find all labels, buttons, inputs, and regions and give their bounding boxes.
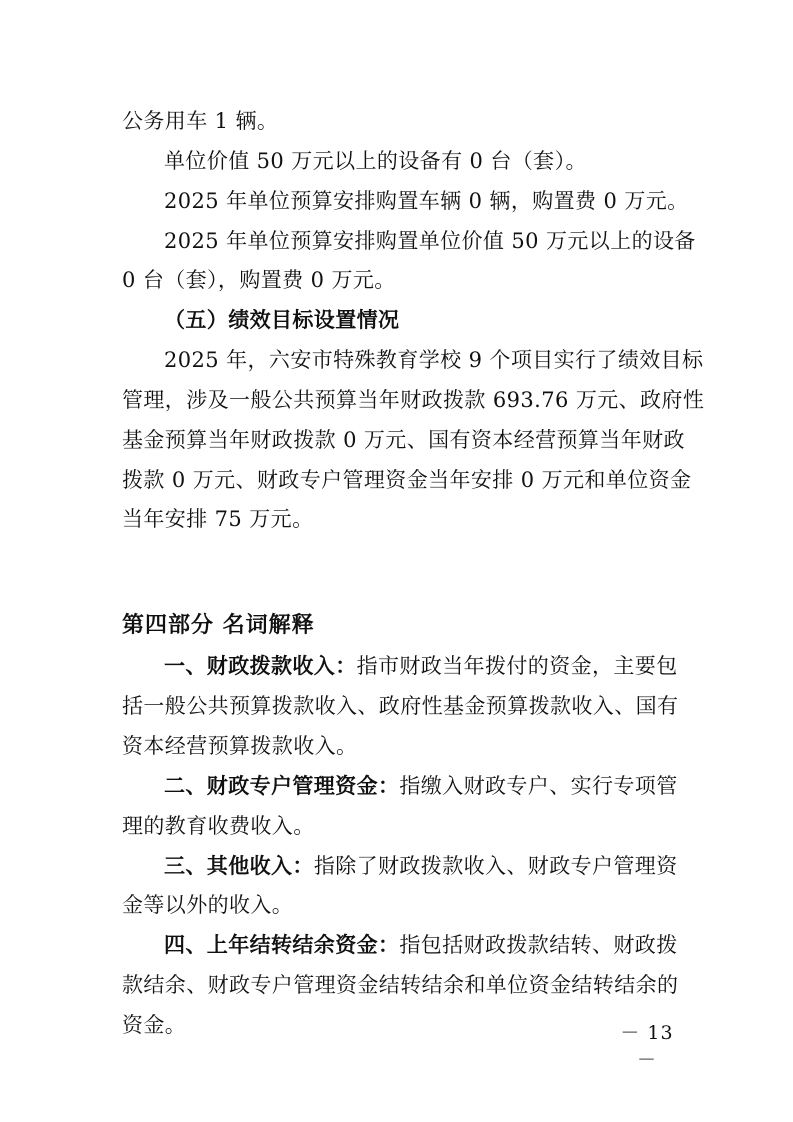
- text-line: 资金。: [122, 1013, 187, 1037]
- text-line: 金等以外的收入。: [122, 893, 294, 917]
- definition-text: 指缴入财政专户、实行专项管: [399, 774, 678, 798]
- text-line: 当年安排 75 万元。: [122, 507, 314, 531]
- text-line: 拨款 0 万元、财政专户管理资金当年安排 0 万元和单位资金: [122, 468, 692, 492]
- definition-term: 一、财政拨款收入：: [164, 654, 357, 678]
- definition-item: [164, 925, 678, 965]
- definition-item: [164, 646, 678, 686]
- text-line: 单位价值 50 万元以上的设备有 0 台（套）。: [164, 149, 587, 173]
- definition-text: 指市财政当年拨付的资金，主要包: [356, 654, 678, 678]
- text-line: 管理，涉及一般公共预算当年财政拨款 693.76 万元、政府性: [122, 388, 705, 412]
- text-line: 2025 年单位预算安排购置单位价值 50 万元以上的设备: [164, 229, 696, 253]
- text-line: 0 台（套），购置费 0 万元。: [122, 268, 396, 292]
- text-line: 资本经营预算拨款收入。: [122, 734, 358, 758]
- definition-term: 二、财政专户管理资金：: [164, 774, 400, 798]
- definition-term: 四、上年结转结余资金：: [164, 933, 400, 957]
- text-line: 基金预算当年财政拨款 0 万元、国有资本经营预算当年财政: [122, 428, 685, 452]
- part-heading: 第四部分 名词解释: [122, 613, 315, 638]
- definition-text: 指包括财政拨款结转、财政拨: [399, 933, 678, 957]
- text-line: 公务用车 1 辆。: [122, 109, 279, 133]
- text-line: 括一般公共预算拨款收入、政府性基金预算拨款收入、国有: [122, 694, 679, 718]
- text-line: 2025 年，六安市特殊教育学校 9 个项目实行了绩效目标: [164, 348, 704, 372]
- text-line: 2025 年单位预算安排购置车辆 0 辆，购置费 0 万元。: [164, 189, 689, 213]
- text-line: 理的教育收费收入。: [122, 814, 315, 838]
- definition-item: [164, 846, 678, 886]
- definition-item: [164, 766, 678, 806]
- section-subheading: （五）绩效目标设置情况: [164, 308, 400, 332]
- definition-term: 三、其他收入：: [164, 854, 314, 878]
- definition-text: 指除了财政拨款收入、财政专户管理资: [313, 854, 678, 878]
- text-line: 款结余、财政专户管理资金结转结余和单位资金结转结余的: [122, 973, 679, 997]
- page-number: － 13 －: [620, 1022, 674, 1071]
